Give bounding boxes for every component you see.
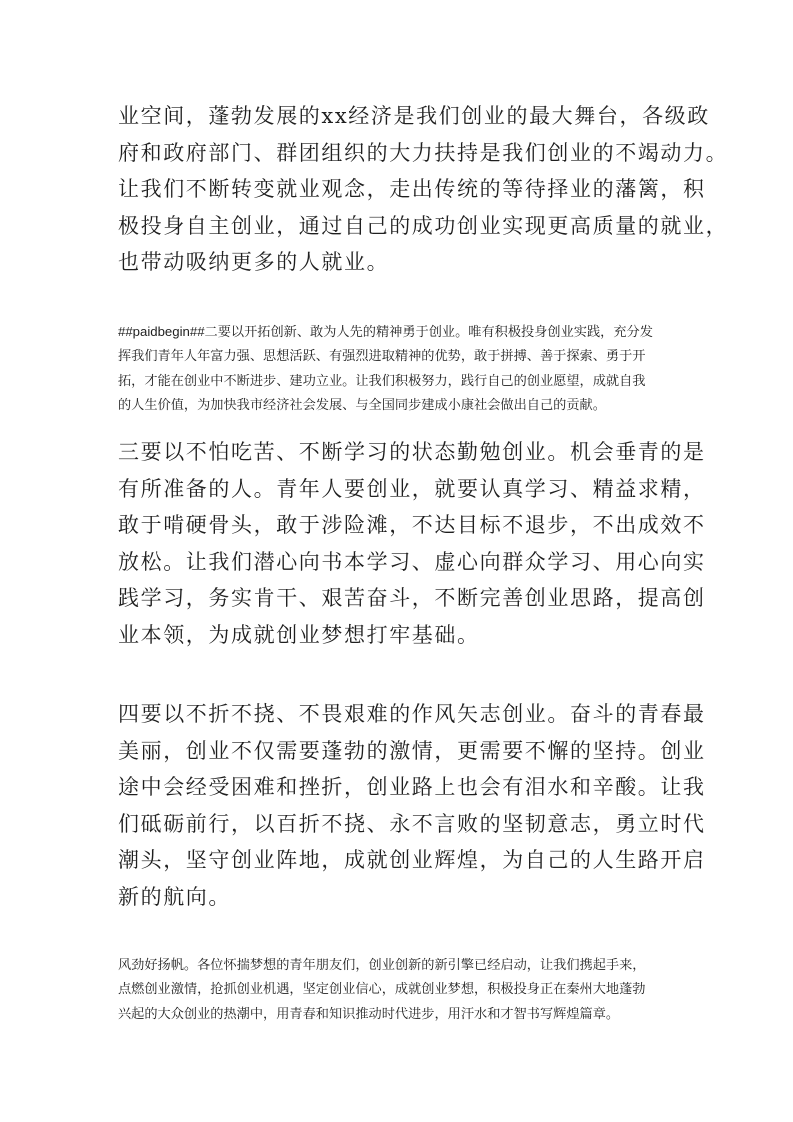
text-line: 潮头，坚守创业阵地，成就创业辉煌，为自己的人生路开启	[118, 848, 706, 872]
paragraph-employment-support	[118, 98, 729, 281]
text-line: 也带动吸纳更多的人就业。	[118, 250, 390, 274]
text-line: 途中会经受困难和挫折，创业路上也会有泪水和辛酸。让我	[118, 775, 706, 799]
text-line: 四要以不折不挠、不畏艰难的作风矢志创业。奋斗的青春最	[118, 702, 706, 726]
text-line: 拓，才能在创业中不断进步、建功立业。让我们积极努力，践行自己的创业愿望，成就自我	[118, 373, 646, 389]
paragraph-diligence	[118, 434, 706, 653]
text-line: 三要以不怕吃苦、不断学习的状态勤勉创业。机会垂青的是	[118, 440, 706, 464]
paid-begin-marker: ##paidbegin##	[118, 324, 205, 339]
text-line: 有所准备的人。青年人要创业，就要认真学习、精益求精，	[118, 476, 706, 501]
text-line: 的人生价值，为加快我市经济社会发展、与全国同步建成小康社会做出自己的贡献。	[118, 397, 606, 413]
text-line: 新的航向。	[118, 884, 231, 909]
text-line: 业本领，为成就创业梦想打牢基础。	[118, 622, 480, 647]
text-line: 兴起的大众创业的热潮中，用青春和知识推动时代进步，用汗水和才智书写辉煌篇章。	[118, 1006, 620, 1022]
text-line: 府和政府部门、群团组织的大力扶持是我们创业的不竭动力。	[118, 140, 729, 165]
text-line: 们砥砺前行，以百折不挠、永不言败的坚韧意志，勇立时代	[118, 811, 706, 836]
text-line-body: 二要以开拓创新、敢为人先的精神勇于创业。唯有积极投身创业实践，充分发	[204, 325, 653, 340]
text-line: 挥我们青年人年富力强、思想活跃、有强烈进取精神的优势，敢于拼搏、善于探索、勇于开	[118, 349, 646, 365]
text-line: 美丽，创业不仅需要蓬勃的激情，更需要不懈的坚持。创业	[118, 738, 706, 763]
text-line: 让我们不断转变就业观念，走出传统的等待择业的藩篱，积	[118, 177, 706, 201]
text-line	[118, 320, 680, 345]
text-line: 践学习，务实肯干、艰苦奋斗，不断完善创业思路，提高创	[118, 586, 706, 610]
text-line: 敢于啃硬骨头，敢于涉险滩，不达目标不退步，不出成效不	[118, 513, 706, 537]
paragraph-closing	[118, 954, 680, 1027]
text-line: 风劲好扬帆。各位怀揣梦想的青年朋友们，创业创新的新引擎已经启动，让我们携起手来，	[118, 958, 646, 973]
paragraph-perseverance	[118, 696, 706, 915]
text-line: 放松。让我们潜心向书本学习、虚心向群众学习、用心向实	[118, 549, 706, 574]
text-line: 点燃创业激情，抢抓创业机遇，坚定创业信心，成就创业梦想，积极投身正在秦州大地蓬勃	[118, 982, 646, 998]
paragraph-innovation	[118, 320, 680, 418]
text-line: 极投身自主创业，通过自己的成功创业实现更高质量的就业，	[118, 213, 729, 238]
text-line: 业空间，蓬勃发展的xx经济是我们创业的最大舞台，各级政	[118, 104, 710, 128]
